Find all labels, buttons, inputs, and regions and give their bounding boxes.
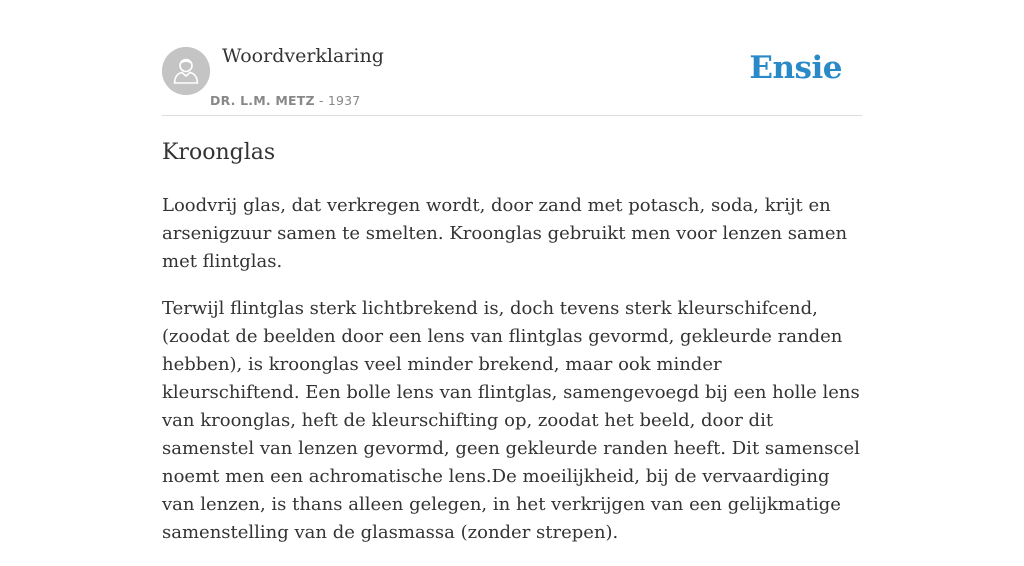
source-title[interactable]: Woordverklaring bbox=[222, 45, 384, 67]
brand-logo[interactable]: Ensie bbox=[749, 50, 842, 86]
article-paragraph: Loodvrij glas, dat verkregen wordt, door zand met potasch, soda, krijt en arsenigzuur samen te smelten. Kroonglas gebruikt men voor lenzen samen met flintglas. bbox=[162, 195, 848, 272]
source-header bbox=[162, 0, 862, 116]
source-year: 1937 bbox=[327, 93, 361, 108]
source-meta bbox=[210, 93, 360, 108]
user-placeholder-icon[interactable] bbox=[162, 47, 210, 95]
meta-separator: - bbox=[314, 93, 328, 108]
article-container bbox=[162, 0, 862, 543]
article-title: Kroonglas bbox=[162, 140, 276, 165]
source-author[interactable]: DR. L.M. METZ bbox=[210, 93, 315, 108]
article-body bbox=[162, 192, 862, 566]
article-paragraph: Terwijl flintglas sterk lichtbrekend is, doch tevens sterk kleurschifcend, (zoodat de beelden door een lens van flintglas gevormd, gekleurde randen hebben), is kroonglas veel minder brekend, maar ook minder kleurschiftend. Een bolle lens van flintglas, samengevoegd bij een holle lens van kroonglas, heft de kleurschifting op, zoodat het beeld, door dit samenstel van lenzen gevormd, geen gekleurde randen heeft. Dit samenscel noemt men een achromatische lens.De moeilijkheid, bij de vervaardiging van lenzen, is thans alleen gelegen, in het verkrijgen van een gelijkmatige samenstelling van de glasmassa (zonder strepen). bbox=[162, 298, 860, 543]
